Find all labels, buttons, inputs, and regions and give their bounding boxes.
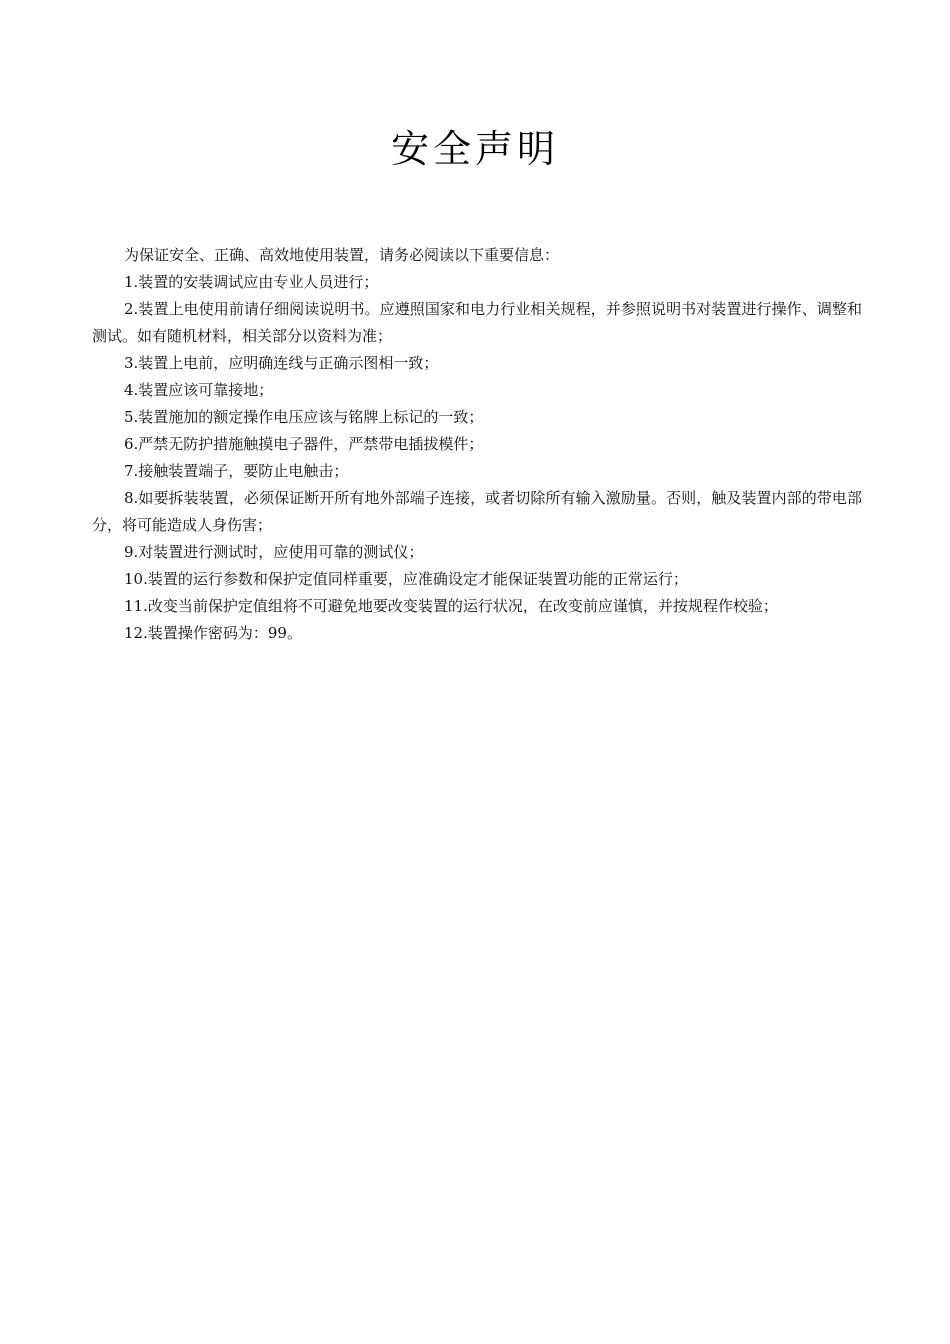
safety-item-7: 7.接触装置端子，要防止电触击；: [124, 462, 349, 480]
safety-item-2: 2.装置上电使用前请仔细阅读说明书。应遵照国家和电力行业相关规程，并参照说明书对装置进行操作、调整和测试。如有随机材料，相关部分以资料为准；: [92, 300, 862, 345]
safety-item-1: 1.装置的安装调试应由专业人员进行；: [124, 273, 379, 291]
safety-item-9: 9.对装置进行测试时，应使用可靠的测试仪；: [124, 543, 424, 561]
intro-paragraph: 为保证安全、正确、高效地使用装置，请务必阅读以下重要信息：: [124, 246, 560, 264]
safety-item-8: 8.如要拆装装置，必须保证断开所有地外部端子连接，或者切除所有输入激励量。否则，触及装置内部的带电部分，将可能造成人身伤害；: [92, 489, 862, 534]
safety-statement-body: [92, 242, 862, 647]
safety-item-12: 12.装置操作密码为：99。: [124, 624, 302, 642]
safety-item-5: 5.装置施加的额定操作电压应该与铭牌上标记的一致；: [124, 408, 484, 426]
page-title: 安全声明: [390, 127, 559, 171]
safety-item-6: 6.严禁无防护措施触摸电子器件，严禁带电插拔模件；: [124, 435, 484, 453]
safety-item-4: 4.装置应该可靠接地；: [124, 381, 274, 399]
safety-item-11: 11.改变当前保护定值组将不可避免地要改变装置的运行状况，在改变前应谨慎，并按规程作校验；: [124, 597, 778, 615]
safety-item-10: 10.装置的运行参数和保护定值同样重要，应准确设定才能保证装置功能的正常运行；: [124, 570, 688, 588]
safety-item-3: 3.装置上电前，应明确连线与正确示图相一致；: [124, 354, 439, 372]
